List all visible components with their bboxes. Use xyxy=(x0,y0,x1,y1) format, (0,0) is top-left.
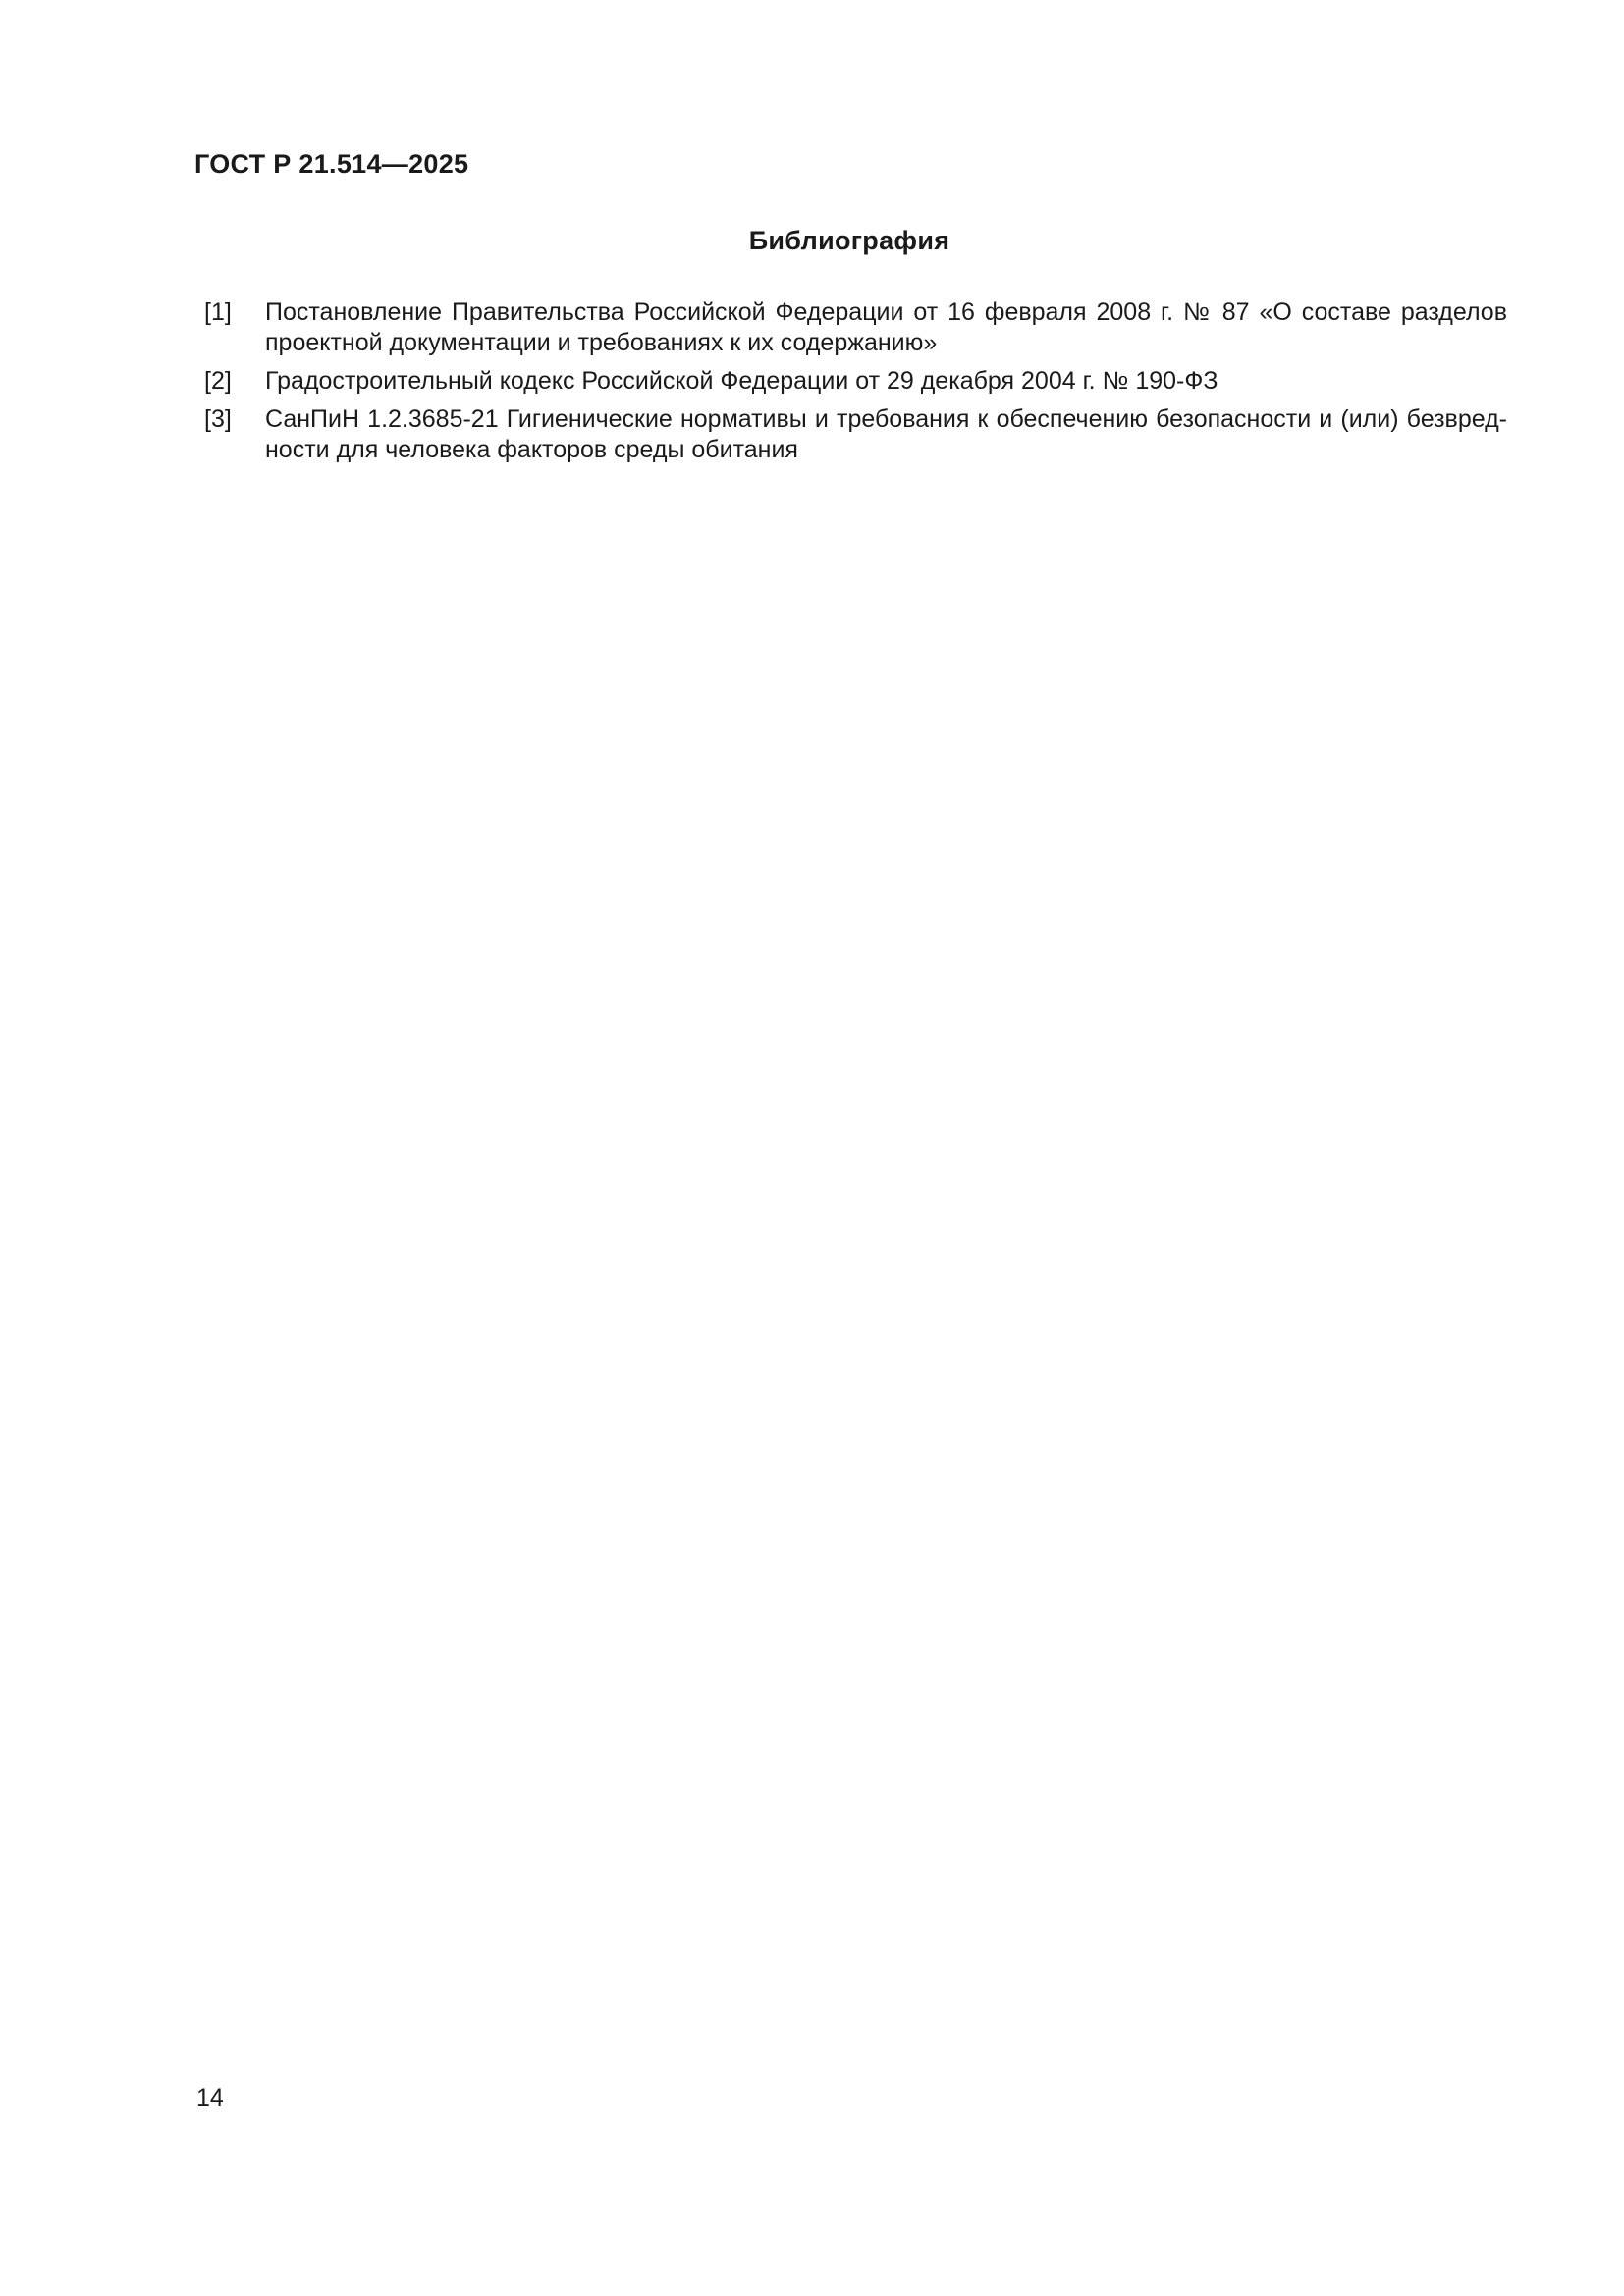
document-code: ГОСТ Р 21.514—2025 xyxy=(194,149,469,179)
bibliography-entry xyxy=(204,404,1507,465)
entry-text: СанПиН 1.2.3685-21 Гигиенические нормативы и требования к обеспечению безопасности и (или) безвредности для человека факторов среды обитания xyxy=(265,405,1507,463)
bibliography-list xyxy=(204,297,1507,473)
bibliography-entry xyxy=(204,366,1507,397)
entry-number: [1] xyxy=(204,298,232,326)
bibliography-title: Библиография xyxy=(748,226,950,255)
entry-number: [2] xyxy=(204,367,232,395)
entry-text: Градостроительный кодекс Российской Федерации от 29 декабря 2004 г. № 190-ФЗ xyxy=(265,367,1218,395)
page-number: 14 xyxy=(196,2084,224,2111)
bibliography-entry xyxy=(204,297,1507,358)
entry-number: [3] xyxy=(204,405,232,433)
entry-text: Постановление Правительства Российской Федерации от 16 февраля 2008 г. № 87 «О составе разделов проектной документации и требованиях к их содержанию» xyxy=(265,298,1507,356)
